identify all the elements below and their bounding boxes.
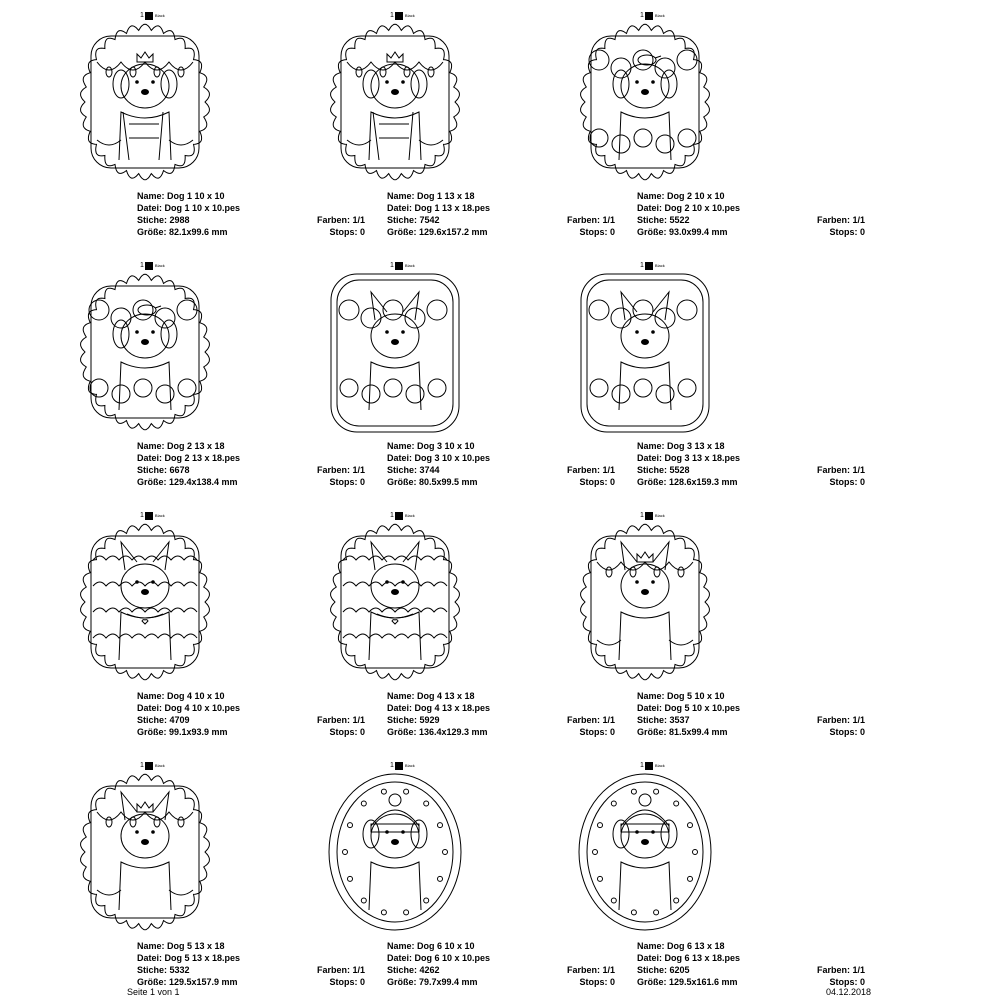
color-number: 1 — [390, 262, 394, 269]
design-card — [250, 250, 615, 490]
design-file: Datei: Dog 2 13 x 18.pes — [137, 453, 241, 463]
color-box — [645, 762, 653, 770]
embroidery-design-preview — [325, 20, 465, 185]
design-size: Größe: 136.4x129.3 mm — [387, 727, 488, 737]
color-number: 1 — [640, 512, 644, 519]
design-size: Größe: 129.6x157.2 mm — [387, 227, 488, 237]
color-count: Farben: 1/1 — [316, 465, 365, 475]
stitch-count: Stiche: 7542 — [387, 215, 440, 225]
color-name: Black — [654, 763, 665, 768]
color-swatch — [140, 512, 165, 520]
color-number: 1 — [390, 512, 394, 519]
color-number: 1 — [390, 762, 394, 769]
color-name: Black — [404, 763, 415, 768]
design-name: Name: Dog 5 10 x 10 — [637, 691, 725, 701]
color-count: Farben: 1/1 — [816, 465, 865, 475]
color-swatch — [640, 762, 665, 770]
color-number: 1 — [390, 12, 394, 19]
color-count: Farben: 1/1 — [316, 965, 365, 975]
stitch-count: Stiche: 3744 — [387, 465, 440, 475]
design-file: Datei: Dog 4 13 x 18.pes — [387, 703, 491, 713]
stop-count: Stops: 0 — [329, 727, 365, 737]
embroidery-design-preview — [325, 270, 465, 435]
design-size: Größe: 81.5x99.4 mm — [637, 727, 728, 737]
design-card — [0, 500, 365, 740]
design-file: Datei: Dog 1 10 x 10.pes — [137, 203, 241, 213]
stitch-count: Stiche: 5929 — [387, 715, 440, 725]
design-info — [637, 440, 865, 488]
design-info — [637, 190, 865, 238]
design-size: Größe: 80.5x99.5 mm — [387, 477, 478, 487]
design-name: Name: Dog 3 13 x 18 — [637, 441, 725, 451]
stop-count: Stops: 0 — [329, 977, 365, 987]
color-box — [395, 262, 403, 270]
color-swatch — [640, 512, 665, 520]
design-card — [0, 750, 365, 990]
design-card — [500, 0, 865, 240]
color-count: Farben: 1/1 — [566, 965, 615, 975]
design-size: Größe: 129.5x161.6 mm — [637, 977, 738, 987]
embroidery-design-preview — [575, 20, 715, 185]
color-box — [645, 512, 653, 520]
color-name: Black — [654, 513, 665, 518]
color-name: Black — [404, 13, 415, 18]
color-box — [145, 512, 153, 520]
embroidery-design-preview — [575, 770, 715, 935]
color-name: Black — [404, 513, 415, 518]
design-card — [250, 500, 615, 740]
design-card — [500, 500, 865, 740]
design-size: Größe: 129.5x157.9 mm — [137, 977, 238, 987]
color-swatch — [390, 762, 415, 770]
color-box — [645, 12, 653, 20]
stitch-count: Stiche: 5522 — [637, 215, 690, 225]
stitch-count: Stiche: 3537 — [637, 715, 690, 725]
stop-count: Stops: 0 — [829, 727, 865, 737]
color-box — [145, 762, 153, 770]
design-file: Datei: Dog 5 10 x 10.pes — [637, 703, 741, 713]
color-box — [645, 262, 653, 270]
design-card — [250, 0, 615, 240]
stitch-count: Stiche: 4262 — [387, 965, 440, 975]
embroidery-design-preview — [575, 520, 715, 685]
color-swatch — [140, 12, 165, 20]
design-size: Größe: 129.4x138.4 mm — [137, 477, 238, 487]
design-card — [0, 0, 365, 240]
design-name: Name: Dog 4 10 x 10 — [137, 691, 225, 701]
design-file: Datei: Dog 1 13 x 18.pes — [387, 203, 491, 213]
color-count: Farben: 1/1 — [566, 715, 615, 725]
stitch-count: Stiche: 5528 — [637, 465, 690, 475]
color-swatch — [390, 512, 415, 520]
stitch-count: Stiche: 6678 — [137, 465, 190, 475]
color-swatch — [390, 12, 415, 20]
stitch-count: Stiche: 6205 — [637, 965, 690, 975]
stop-count: Stops: 0 — [829, 977, 865, 987]
color-swatch — [640, 12, 665, 20]
stop-count: Stops: 0 — [579, 977, 615, 987]
stitch-count: Stiche: 2988 — [137, 215, 190, 225]
color-name: Black — [654, 13, 665, 18]
design-card — [500, 250, 865, 490]
design-card — [250, 750, 615, 990]
embroidery-design-preview — [575, 270, 715, 435]
print-date: 04.12.2018 — [826, 987, 872, 997]
color-swatch — [140, 762, 165, 770]
design-name: Name: Dog 6 10 x 10 — [387, 941, 475, 951]
color-box — [395, 512, 403, 520]
design-size: Größe: 93.0x99.4 mm — [637, 227, 728, 237]
color-count: Farben: 1/1 — [816, 215, 865, 225]
design-card — [500, 750, 865, 990]
design-file: Datei: Dog 3 10 x 10.pes — [387, 453, 491, 463]
embroidery-design-preview — [75, 520, 215, 685]
color-name: Black — [154, 763, 165, 768]
design-size: Größe: 99.1x93.9 mm — [137, 727, 228, 737]
stitch-count: Stiche: 5332 — [137, 965, 190, 975]
color-swatch — [640, 262, 665, 270]
design-size: Größe: 79.7x99.4 mm — [387, 977, 478, 987]
design-name: Name: Dog 4 13 x 18 — [387, 691, 475, 701]
design-name: Name: Dog 6 13 x 18 — [637, 941, 725, 951]
design-size: Größe: 128.6x159.3 mm — [637, 477, 738, 487]
stop-count: Stops: 0 — [579, 727, 615, 737]
color-box — [145, 12, 153, 20]
color-name: Black — [154, 13, 165, 18]
design-name: Name: Dog 2 10 x 10 — [637, 191, 725, 201]
design-file: Datei: Dog 6 13 x 18.pes — [637, 953, 741, 963]
color-number: 1 — [640, 262, 644, 269]
color-name: Black — [154, 513, 165, 518]
design-file: Datei: Dog 3 13 x 18.pes — [637, 453, 741, 463]
design-info — [637, 690, 865, 738]
design-file: Datei: Dog 2 10 x 10.pes — [637, 203, 741, 213]
color-number: 1 — [140, 12, 144, 19]
color-name: Black — [154, 263, 165, 268]
color-box — [145, 262, 153, 270]
color-number: 1 — [640, 12, 644, 19]
color-count: Farben: 1/1 — [316, 215, 365, 225]
design-info — [637, 940, 865, 988]
design-name: Name: Dog 2 13 x 18 — [137, 441, 225, 451]
color-name: Black — [654, 263, 665, 268]
design-file: Datei: Dog 5 13 x 18.pes — [137, 953, 241, 963]
color-count: Farben: 1/1 — [816, 715, 865, 725]
embroidery-design-preview — [75, 270, 215, 435]
color-number: 1 — [140, 512, 144, 519]
color-number: 1 — [640, 762, 644, 769]
stop-count: Stops: 0 — [829, 227, 865, 237]
stop-count: Stops: 0 — [329, 477, 365, 487]
color-count: Farben: 1/1 — [816, 965, 865, 975]
stop-count: Stops: 0 — [329, 227, 365, 237]
design-name: Name: Dog 1 10 x 10 — [137, 191, 225, 201]
design-card — [0, 250, 365, 490]
color-name: Black — [404, 263, 415, 268]
embroidery-design-preview — [75, 20, 215, 185]
color-count: Farben: 1/1 — [566, 215, 615, 225]
color-swatch — [390, 262, 415, 270]
stop-count: Stops: 0 — [579, 477, 615, 487]
page-number: Seite 1 von 1 — [127, 987, 180, 997]
color-box — [395, 762, 403, 770]
color-box — [395, 12, 403, 20]
color-swatch — [140, 262, 165, 270]
design-name: Name: Dog 5 13 x 18 — [137, 941, 225, 951]
embroidery-design-preview — [325, 520, 465, 685]
color-count: Farben: 1/1 — [316, 715, 365, 725]
color-count: Farben: 1/1 — [566, 465, 615, 475]
design-name: Name: Dog 3 10 x 10 — [387, 441, 475, 451]
design-size: Größe: 82.1x99.6 mm — [137, 227, 228, 237]
design-file: Datei: Dog 6 10 x 10.pes — [387, 953, 491, 963]
stop-count: Stops: 0 — [829, 477, 865, 487]
embroidery-design-preview — [75, 770, 215, 935]
stitch-count: Stiche: 4709 — [137, 715, 190, 725]
design-file: Datei: Dog 4 10 x 10.pes — [137, 703, 241, 713]
color-number: 1 — [140, 262, 144, 269]
embroidery-design-preview — [325, 770, 465, 935]
color-number: 1 — [140, 762, 144, 769]
design-name: Name: Dog 1 13 x 18 — [387, 191, 475, 201]
stop-count: Stops: 0 — [579, 227, 615, 237]
